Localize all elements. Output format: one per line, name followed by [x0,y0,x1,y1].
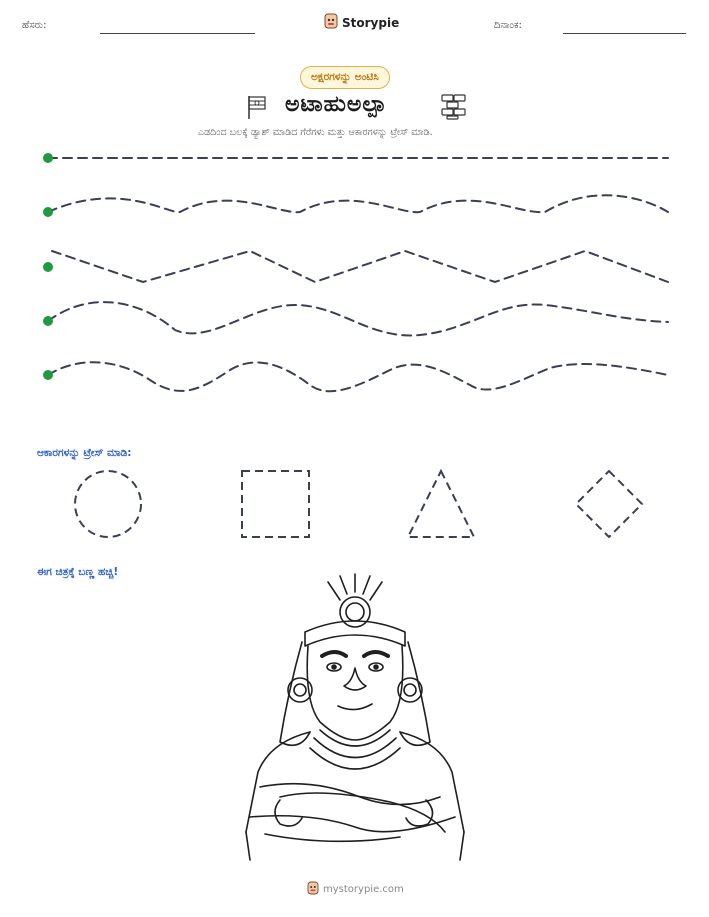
instruction-text: ಎಡದಿಂದ ಬಲಕ್ಕೆ ಡ್ಯಾಶ್ ಮಾಡಿದ ಗೆರೆಗಳು ಮತ್ತು ಆಕಾರಗಳನ್ನು ಟ್ರೇಸ್ ಮಾಡಿ. [198,127,433,138]
shapes-heading: ಆಕಾರಗಳನ್ನು ಟ್ರೇಸ್ ಮಾಡಿ: [37,447,132,459]
date-label: ದಿನಾಂಕ: [494,20,522,31]
page-title: ಅಟಾಹುಅಲ್ಪಾ [285,92,388,117]
trace-diamond [576,471,642,537]
color-heading: ಈಗ ಚಿತ್ರಕ್ಕೆ ಬಣ್ಣ ಹಚ್ಚಿ! [37,566,119,578]
trace-circle [75,471,141,537]
storypie-logo-icon [307,881,319,898]
activity-badge: ಅಕ್ಷರಗಳನ್ನು ಅಂಟಿಸಿ [300,66,390,89]
trace-triangle [408,471,474,537]
coloring-illustration [240,572,470,862]
footer [307,881,404,898]
footer-link[interactable]: mystorypie.com [323,884,404,895]
name-label: ಹೆಸರು: [22,20,47,31]
trace-square [242,471,309,537]
brand-name: Storypie [342,15,400,30]
